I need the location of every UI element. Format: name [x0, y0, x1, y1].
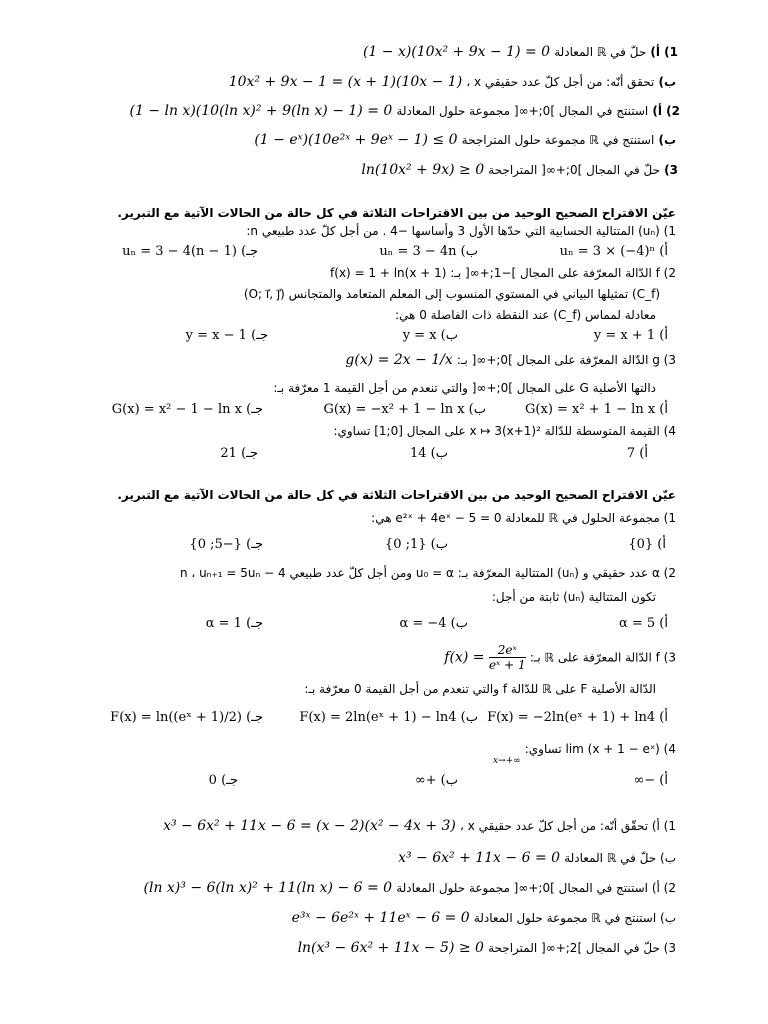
- ex3-q3-numerator: 2eˣ: [489, 643, 526, 658]
- ex4-q1b: [398, 850, 676, 866]
- ex2-q2-text2: (C_f) تمثيلها البياني في المستوي المنسوب إلى المعلم المتعامد والمتجانس (O; i⃗, j⃗): [243, 287, 660, 301]
- ex2-q3-text2: دالتها الأصلية G على المجال ]0;+∞[ والتي تنعدم من أجل القيمة 1 معرّفة بـ:: [273, 381, 656, 395]
- ex2-q3-option-b: ب) G(x) = −x² + 1 − ln x: [323, 402, 486, 417]
- ex3-q3-option-a: أ) F(x) = −2ln(eˣ + 1) + ln4: [487, 710, 668, 725]
- ex3-q3-option-c: جـ) F(x) = ln((eˣ + 1)/2): [110, 710, 263, 725]
- ex3-q2-text2: تكون المتتالية (uₙ) ثابتة من أجل:: [491, 590, 656, 604]
- ex2-q3-option-a: أ) G(x) = x² + 1 − ln x: [525, 402, 668, 417]
- ex3-q3-lhs: f(x) =: [444, 649, 485, 666]
- ex1-q2b-equation: (1 − eˣ)(10e²ˣ + 9eˣ − 1) ≤ 0: [254, 132, 458, 148]
- ex4-q1a: [163, 818, 676, 834]
- ex4-q1a-text: 1) أ) تحقّق أنّه: من أجل كلّ عدد حقيقي x ،: [460, 819, 676, 833]
- ex1-q3: [361, 162, 678, 178]
- ex4-q3: [298, 940, 676, 956]
- ex4-q2a: [144, 880, 677, 896]
- ex3-q1-text: 1) مجموعة الحلول في ℝ للمعادلة e²ˣ + 4eˣ − 5 = 0 هي:: [371, 511, 676, 525]
- ex3-q3-text2: الدّالة الأصلية F على ℝ للدّالة f والتي تنعدم من أجل القيمة 0 معرّفة بـ:: [304, 682, 656, 696]
- ex1-q2b: [254, 132, 676, 148]
- ex4-q2b: [292, 910, 676, 926]
- ex1-q2b-label: ب): [658, 133, 676, 147]
- ex4-q1b-text: ب) حلّ في ℝ المعادلة: [564, 851, 676, 865]
- ex1-q1b-equation: 10x² + 9x − 1 = (x + 1)(10x − 1): [228, 74, 463, 90]
- ex2-q2-option-b: ب) y = x: [402, 328, 458, 343]
- ex3-q3-option-b: ب) F(x) = 2ln(eˣ + 1) − ln4: [299, 710, 478, 725]
- ex1-q2a-equation: (1 − ln x)(10(ln x)² + 9(ln x) − 1) = 0: [129, 103, 393, 119]
- ex1-q1b-text: تحقق أنّه: من أجل كلّ عدد حقيقي x ،: [466, 75, 655, 89]
- ex2-q4-option-a: أ) 7: [626, 446, 648, 461]
- ex4-q2b-equation: e³ˣ − 6e²ˣ + 11eˣ − 6 = 0: [291, 910, 470, 926]
- ex2-q3-option-c: جـ) G(x) = x² − 1 − ln x: [111, 402, 263, 417]
- ex3-header: عيّن الاقتراح الصحيح الوحيد من بين الاقتراحات الثلاثة في كل حالة من الحالات الآتية مع التبرير.: [117, 488, 676, 502]
- ex3-q4-option-b: ب) +∞: [414, 773, 458, 788]
- ex1-q1b-label: ب): [658, 75, 676, 89]
- ex2-q4-text: 4) القيمة المتوسطة للدّالة x ↦ 3(x+1)² على المجال [0;1] تساوي:: [333, 424, 676, 438]
- ex1-q1a: [363, 44, 678, 60]
- ex3-q4-limit-subscript: x→+∞: [492, 756, 521, 766]
- ex4-q3-text: 3) حلّ في المجال ]2;+∞[ المتراجحة: [488, 941, 676, 955]
- ex4-q1a-equation: x³ − 6x² + 11x − 6 = (x − 2)(x² − 4x + 3): [163, 818, 456, 834]
- ex1-q3-equation: ln(10x² + 9x) ≥ 0: [361, 162, 485, 178]
- ex3-q3-denominator: eˣ + 1: [488, 658, 526, 672]
- ex4-q3-equation: ln(x³ − 6x² + 11x − 5) ≥ 0: [297, 940, 484, 956]
- ex2-q3-text: 3) g الدّالة المعرّفة على المجال ]0;+∞[ بـ:: [456, 353, 676, 367]
- ex3-q2-option-c: جـ) α = 1: [205, 616, 263, 631]
- ex2-q1-text: 1) (uₙ) المتتالية الحسابية التي حدّها الأول 3 وأساسها −4 . من أجل كلّ عدد طبيعي n:: [246, 224, 676, 238]
- ex3-q4-option-a: أ) −∞: [633, 773, 668, 788]
- ex2-q4-option-b: ب) 14: [410, 446, 448, 461]
- ex2-q2-text3: معادلة لمماس (C_f) عند النقطة ذات الفاصلة 0 هي:: [395, 308, 656, 322]
- ex4-q1b-equation: x³ − 6x² + 11x − 6 = 0: [398, 850, 561, 866]
- ex3-q3: [444, 643, 676, 672]
- ex3-q4: [493, 742, 676, 766]
- ex3-q3-equation: [444, 643, 525, 672]
- ex1-q1a-label: 1) أ): [650, 45, 678, 59]
- ex2-q2-option-a: أ) y = x + 1: [593, 328, 668, 343]
- ex2-q2-text: 2) f الدّالة المعرّفة على المجال ]−1;+∞[ بـ: f(x) = 1 + ln(x + 1): [330, 266, 676, 280]
- ex1-q2a-text: استنتج في المجال ]0;+∞[ مجموعة حلول المعادلة: [396, 104, 649, 118]
- ex2-q1-option-a: أ) uₙ = 3 × (−4)ⁿ: [559, 244, 668, 259]
- ex2-q3: [345, 352, 676, 368]
- ex2-q1-option-b: ب) uₙ = 3 − 4n: [379, 244, 478, 259]
- ex3-q2-option-b: ب) α = −4: [399, 616, 468, 631]
- ex1-q2b-text: استنتج في ℝ مجموعة حلول المتراجحة: [461, 133, 655, 147]
- ex1-q3-label: 3): [664, 163, 678, 177]
- ex2-q4-option-c: جـ) 21: [220, 446, 258, 461]
- ex1-q2a: [129, 103, 680, 119]
- ex2-q3-equation: g(x) = 2x − 1/x: [345, 352, 453, 368]
- ex1-q3-text: حلّ في المجال ]0;+∞[ المتراجحة: [488, 163, 661, 177]
- ex1-q1b: [229, 74, 676, 90]
- ex1-q1a-equation: (1 − x)(10x² + 9x − 1) = 0: [362, 44, 551, 60]
- ex4-q2a-text: 2) أ) استنتج في المجال ]0;+∞[ مجموعة حلول المعادلة: [396, 881, 676, 895]
- ex2-q2-option-c: جـ) y = x − 1: [185, 328, 268, 343]
- ex1-q2a-label: 2) أ): [652, 104, 680, 118]
- ex3-q4-option-c: جـ) 0: [208, 773, 238, 788]
- ex3-q3-fraction: [489, 643, 526, 672]
- ex4-q2a-equation: (ln x)³ − 6(ln x)² + 11(ln x) − 6 = 0: [143, 880, 393, 896]
- ex1-q1a-text: حلّ في ℝ المعادلة: [554, 45, 647, 59]
- ex2-header: عيّن الاقتراح الصحيح الوحيد من بين الاقتراحات الثلاثة في كل حالة من الحالات الآتية مع التبرير.: [117, 206, 676, 220]
- ex3-q2-option-a: أ) α = 5: [618, 616, 668, 631]
- ex3-q2-text: 2) α عدد حقيقي و (uₙ) المتتالية المعرّفة بـ: u₀ = α ومن أجل كلّ عدد طبيعي n ، uₙ₊₁ = 5uₙ − 4: [179, 566, 676, 580]
- ex3-q1-option-b: ب) {1; 0}: [384, 537, 448, 552]
- ex4-q2b-text: ب) استنتج في ℝ مجموعة حلول المعادلة: [473, 911, 676, 925]
- ex3-q3-text: 3) f الدّالة المعرّفة على ℝ بـ:: [529, 650, 676, 665]
- ex3-q1-option-a: أ) {0}: [628, 537, 666, 552]
- ex3-q4-text: 4) lim (x + 1 − eˣ) تساوي:: [524, 742, 676, 756]
- ex2-q1-option-c: جـ) uₙ = 3 − 4(n − 1): [122, 244, 258, 259]
- ex3-q1-option-c: جـ) {−5; 0}: [189, 537, 263, 552]
